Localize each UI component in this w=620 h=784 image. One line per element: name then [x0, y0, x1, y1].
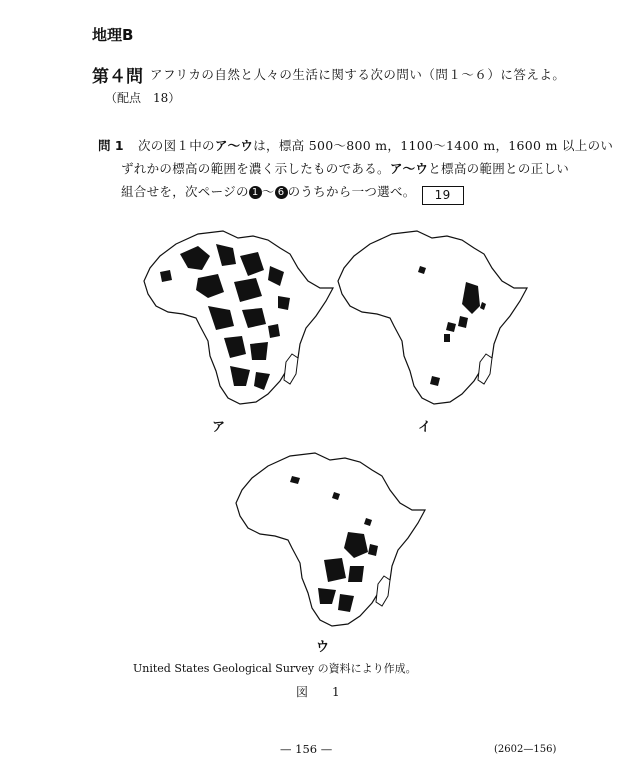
page-number: — 156 —	[280, 742, 333, 756]
q1-line-1	[138, 136, 613, 154]
q1-line2-a: ずれかの標高の範囲を濃く示したものである。	[121, 161, 390, 176]
q1-line2-b: ア～ウ	[389, 161, 429, 176]
choice-end-badge: 6	[275, 186, 288, 199]
choice-start-badge: 1	[249, 186, 262, 199]
page-code: (2602—156)	[494, 744, 557, 755]
q1-line-2	[121, 159, 569, 177]
answer-box[interactable]: 19	[422, 186, 464, 205]
q1-line3-b: のうちから一つ選べ。	[287, 184, 416, 199]
q1-line1-c: は，標高 500～800 m，1100～1400 m，1600 m 以上のい	[253, 138, 614, 153]
q1-line3-a: 組合せを，次ページの	[121, 184, 249, 199]
q1-line1-a: 次の図１中の	[138, 138, 215, 153]
figure-source: United States Geological Survey の資料により作成。	[133, 662, 417, 675]
map-i-label: イ	[418, 420, 432, 435]
figure-caption: 図 1	[296, 685, 346, 699]
map-u	[230, 448, 430, 636]
map-i	[332, 226, 532, 414]
map-a	[138, 226, 338, 414]
map-a-label: ア	[212, 420, 226, 435]
q1-line2-c: と標高の範囲との正しい	[428, 161, 570, 176]
subject-header: 地理B	[92, 26, 134, 44]
question-title: 第４問	[92, 67, 143, 87]
map-u-label: ウ	[316, 640, 330, 655]
question-text: アフリカの自然と人々の生活に関する次の問い（問１～６）に答えよ。	[150, 67, 566, 82]
q1-line1-b: ア～ウ	[214, 138, 254, 153]
points-note: （配点 18）	[105, 91, 181, 105]
q1-number: 問 1	[98, 138, 124, 153]
choice-tilde: ～	[261, 184, 275, 199]
q1-line-3	[121, 182, 464, 205]
